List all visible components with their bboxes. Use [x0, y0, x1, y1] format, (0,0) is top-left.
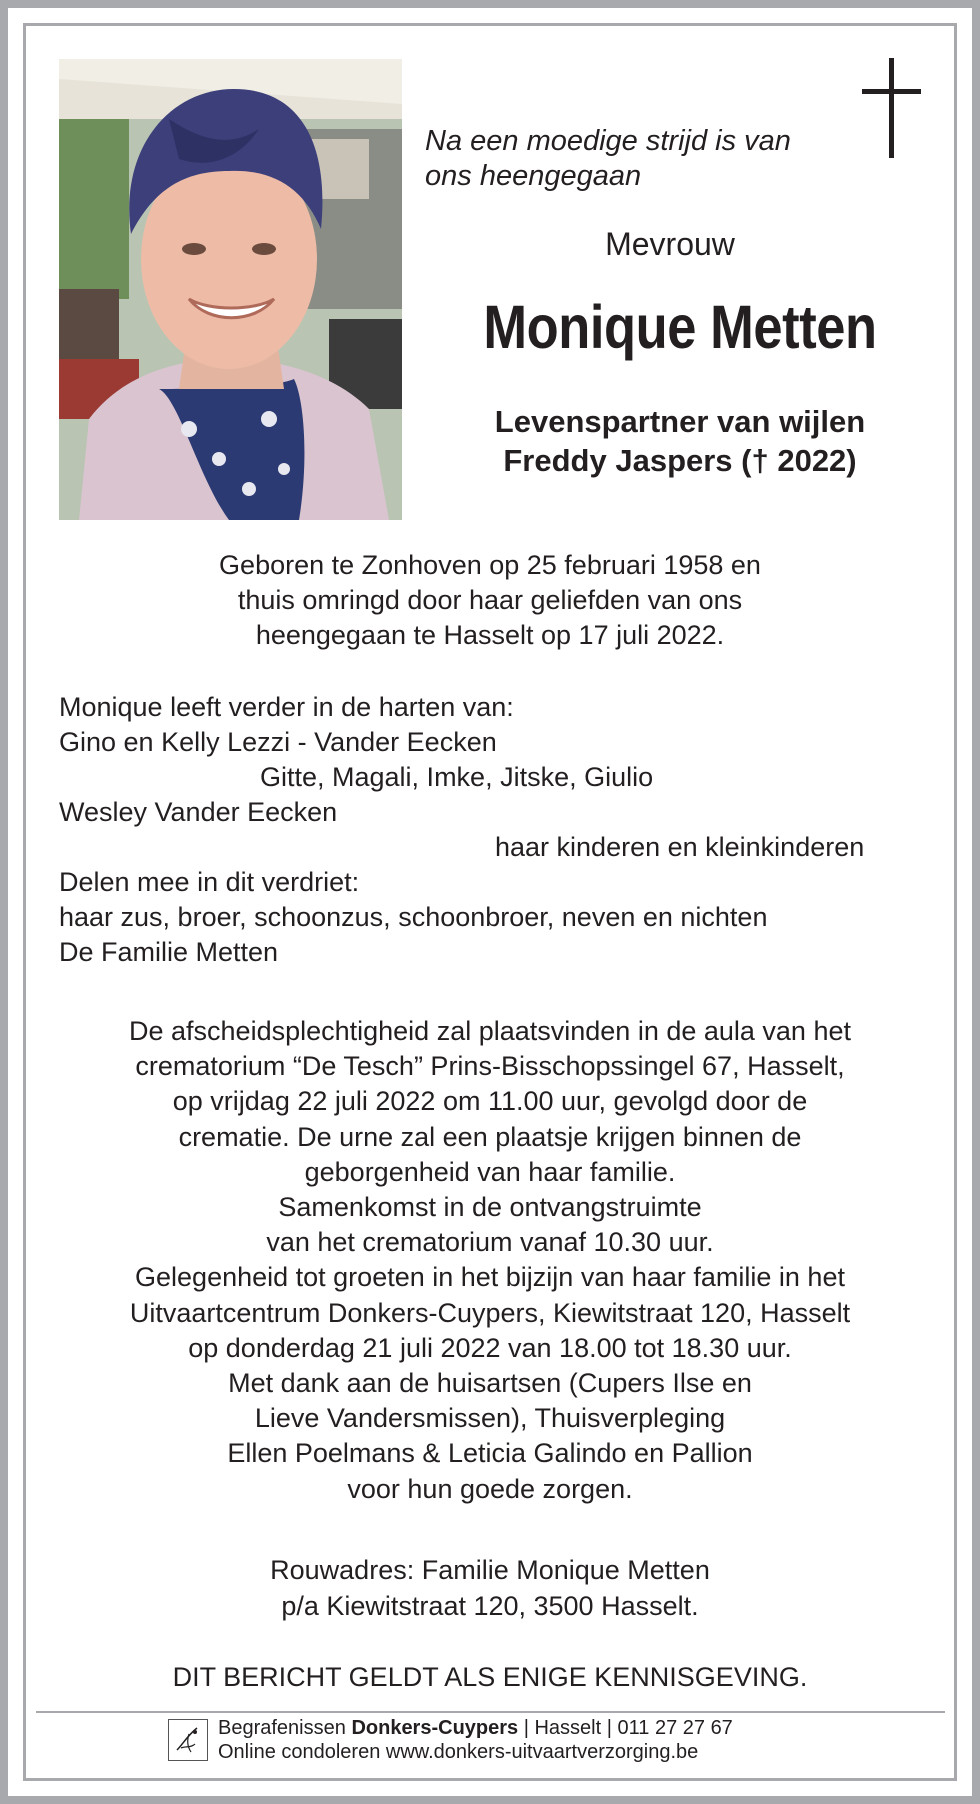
birth-line: heengegaan te Hasselt op 17 juli 2022. — [255, 620, 725, 650]
official-notice: DIT BERICHT GELDT ALS ENIGE KENNISGEVING. — [172, 1662, 808, 1692]
cross-icon — [862, 58, 922, 158]
ceremony-line: op donderdag 21 juli 2022 van 18.00 tot 18.30 uur. — [188, 1332, 792, 1363]
birth-line: Geboren te Zonhoven op 25 februari 1958 en — [219, 550, 761, 580]
funeral-home-logo-icon — [173, 1724, 203, 1756]
ceremony-line: crematorium “De Tesch” Prins-Bisschopssingel 67, Hasselt, — [135, 1051, 845, 1082]
siblings-line: haar zus, broer, schoonzus, schoonbroer, neven en nichten — [59, 902, 768, 932]
ceremony-line: Met dank aan de huisartsen (Cupers Ilse en — [228, 1368, 752, 1399]
ceremony-line: van het crematorium vanaf 10.30 uur. — [266, 1227, 714, 1258]
ceremony-line: Gelegenheid tot groeten in het bijzijn van haar familie in het — [135, 1262, 845, 1293]
ceremony-line: Ellen Poelmans & Leticia Galindo en Pallion — [227, 1438, 753, 1469]
portrait-photo — [59, 59, 402, 520]
footer-phone: 011 27 27 67 — [617, 1717, 733, 1739]
address-line: Rouwadres: Familie Monique Metten — [270, 1555, 710, 1585]
footer-divider — [36, 1711, 945, 1713]
ceremony-line: Uitvaartcentrum Donkers-Cuypers, Kiewitstraat 120, Hasselt — [129, 1297, 851, 1328]
intro-line: Na een moedige strijd is van — [425, 125, 791, 157]
ceremony-line: op vrijdag 22 juli 2022 om 11.00 uur, gevolgd door de — [172, 1086, 808, 1117]
salutation: Mevrouw — [605, 226, 735, 262]
footer-online-condolences[interactable]: Online condoleren www.donkers-uitvaartverzorging.be — [218, 1741, 699, 1763]
birth-death-text — [59, 548, 921, 653]
children-line: Gino en Kelly Lezzi - Vander Eecken — [59, 727, 497, 757]
share-intro: Delen mee in dit verdriet: — [59, 867, 360, 897]
ceremony-line: geborgenheid van haar familie. — [304, 1156, 676, 1187]
address-line: p/a Kiewitstraat 120, 3500 Hasselt. — [281, 1591, 699, 1621]
footer-prefix: Begrafenissen — [218, 1717, 346, 1739]
ceremony-line: voor hun goede zorgen. — [347, 1473, 633, 1504]
relation-line: haar kinderen en kleinkinderen — [495, 832, 865, 862]
deceased-name: Monique Metten — [483, 293, 877, 361]
funeral-home-footer — [168, 1716, 908, 1764]
footer-text — [218, 1716, 733, 1764]
partner-text — [425, 402, 935, 480]
footer-company-line: Begrafenissen Donkers-Cuypers | Hasselt | 011 27 27 67 — [218, 1717, 733, 1739]
ceremony-line: crematie. De urne zal een plaatsje krijgen binnen de — [178, 1121, 802, 1152]
funeral-home-logo — [168, 1719, 208, 1761]
family-name-line: De Familie Metten — [59, 937, 279, 967]
grandchildren-line: Gitte, Magali, Imke, Jitske, Giulio — [260, 762, 654, 792]
family-intro: Monique leeft verder in de harten van: — [59, 692, 514, 722]
ceremony-line: Lieve Vandersmissen), Thuisverpleging — [254, 1403, 726, 1434]
ceremony-text — [59, 1014, 921, 1507]
footer-company: Donkers-Cuypers — [351, 1717, 519, 1739]
children-line: Wesley Vander Eecken — [59, 797, 338, 827]
ceremony-line: Samenkomst in de ontvangstruimte — [278, 1192, 702, 1223]
intro-text — [425, 124, 855, 194]
partner-line: Freddy Jaspers († 2022) — [503, 443, 857, 478]
portrait-illustration — [59, 59, 402, 520]
birth-line: thuis omringd door haar geliefden van ons — [237, 585, 743, 615]
mourning-address — [59, 1552, 921, 1624]
footer-city: Hasselt — [534, 1717, 602, 1739]
partner-line: Levenspartner van wijlen — [494, 404, 866, 439]
ceremony-line: De afscheidsplechtigheid zal plaatsvinden in de aula van het — [129, 1016, 851, 1046]
intro-line: ons heengegaan — [425, 160, 642, 192]
